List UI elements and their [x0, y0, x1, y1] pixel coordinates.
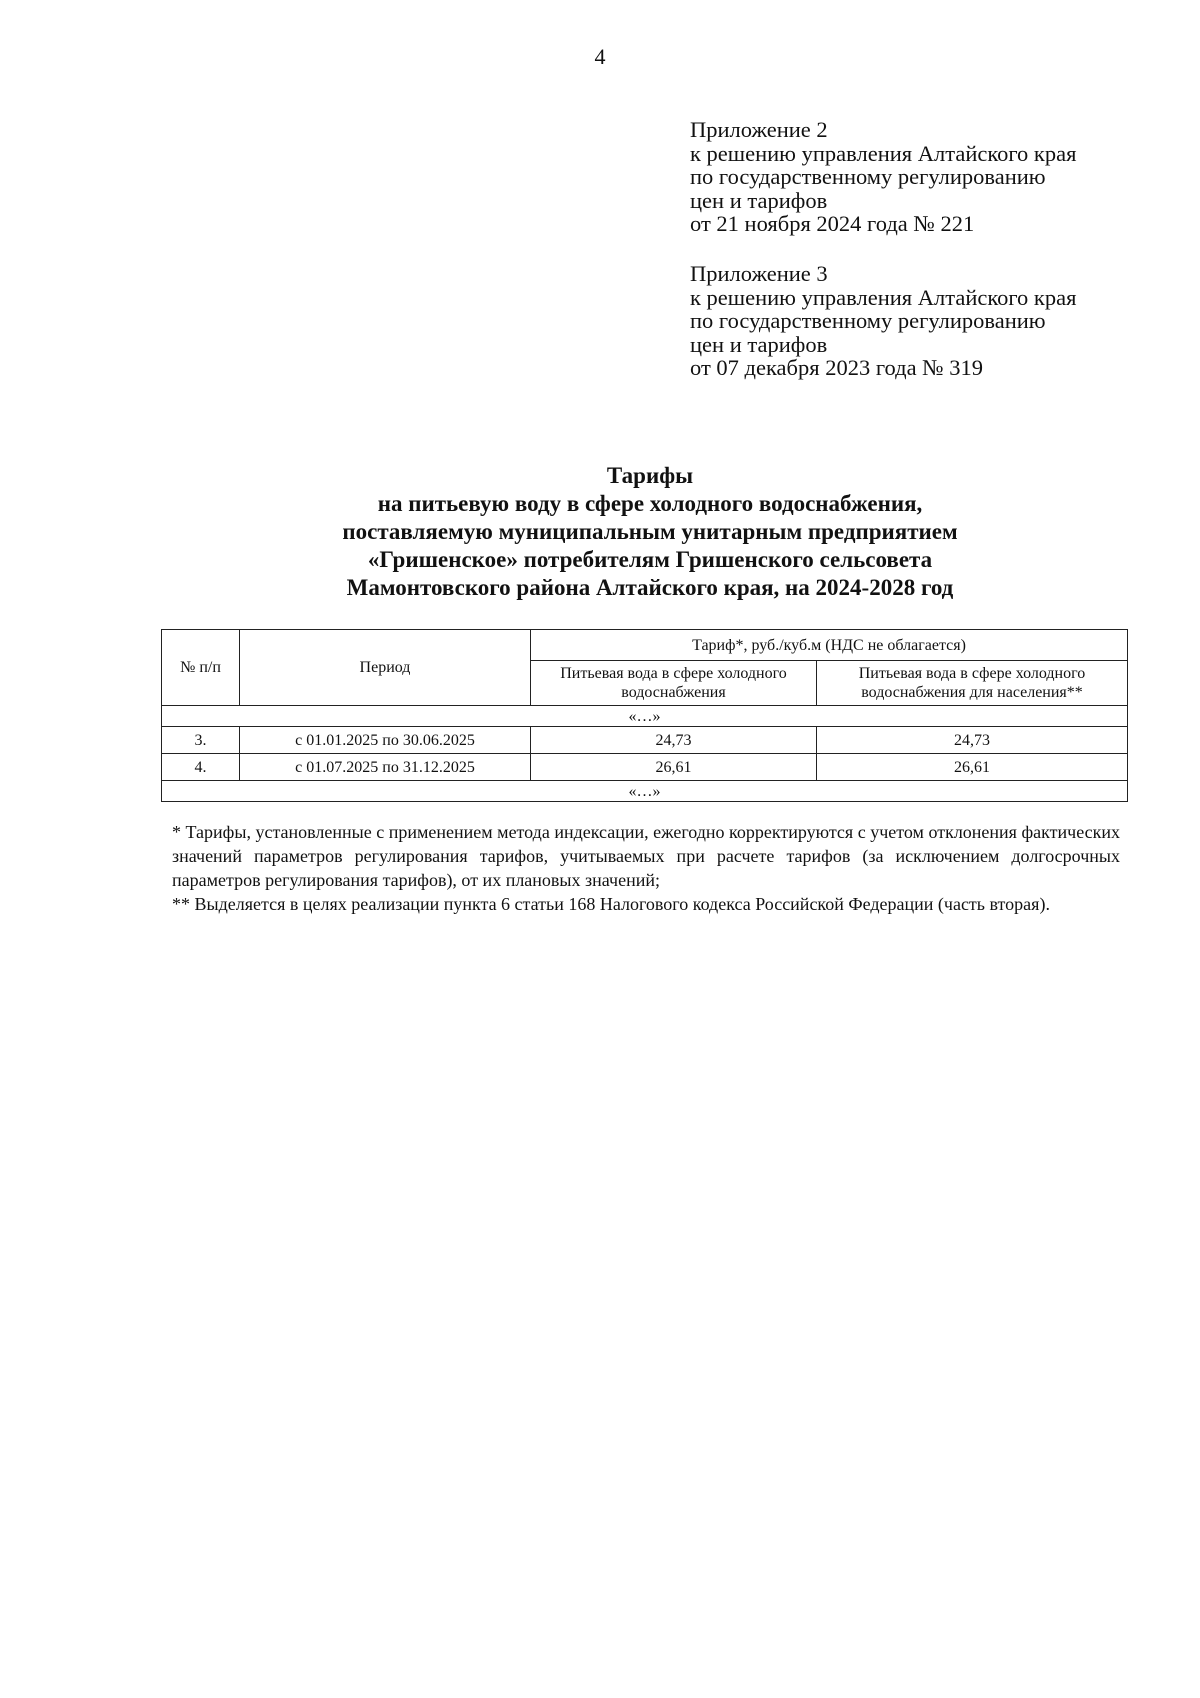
table-ellipsis-row [162, 706, 1128, 727]
tariff-table [161, 629, 1128, 802]
period-cell: с 01.07.2025 по 31.12.2025 [240, 754, 531, 781]
ellipsis-cell: «…» [162, 706, 1128, 727]
footnotes [172, 820, 1120, 916]
row-number-cell: 3. [162, 727, 240, 754]
appendix-3-line: цен и тарифов [690, 331, 828, 357]
footnote-1: * Тарифы, установленные с применением метода индексации, ежегодно корректируются с учетом отклонения фактических значений параметров регулирования тарифов, учитываемых при расчете тарифов (за исключением долгосрочных параметров регулирования тарифов), от их плановых значений; [172, 822, 1120, 890]
appendix-2-line: от 21 ноября 2024 года № 221 [690, 211, 975, 236]
title-line: Тарифы [606, 463, 694, 488]
appendix-2-line: к решению управления Алтайского края [690, 140, 1077, 166]
tariff-population-cell: 24,73 [817, 727, 1128, 754]
appendix-2-line: Приложение 2 [690, 117, 828, 142]
table-ellipsis-row [162, 781, 1128, 802]
tariff-population-cell: 26,61 [817, 754, 1128, 781]
appendix-3-header [690, 262, 1076, 380]
row-number-cell: 4. [162, 754, 240, 781]
appendix-3-line: к решению управления Алтайского края [690, 284, 1077, 310]
title-line: «Гришенское» потребителям Гришенского сельсовета [367, 547, 933, 572]
appendix-2-header [690, 118, 1076, 236]
document-title [0, 462, 1200, 602]
table-row [162, 727, 1128, 754]
appendix-2-line: по государственному регулированию [690, 164, 1046, 189]
footnote-2: ** Выделяется в целях реализации пункта 6 статьи 168 Налогового кодекса Российской Федерации (часть вторая). [172, 894, 1050, 914]
tariff-cell: 24,73 [531, 727, 817, 754]
page-number: 4 [594, 44, 606, 69]
column-header-drinking-water-population: Питьевая вода в сфере холодного водоснабжения для населения** [817, 661, 1128, 706]
period-cell: с 01.01.2025 по 30.06.2025 [240, 727, 531, 754]
column-header-tariff-group: Тариф*, руб./куб.м (НДС не облагается) [531, 630, 1128, 661]
ellipsis-cell: «…» [162, 781, 1128, 802]
table-row [162, 754, 1128, 781]
appendix-3-line: по государственному регулированию [690, 308, 1046, 333]
appendix-3-line: Приложение 3 [690, 261, 828, 286]
column-header-number: № п/п [162, 630, 240, 706]
title-line: на питьевую воду в сфере холодного водоснабжения, [377, 491, 923, 516]
table-header-row [162, 630, 1128, 661]
column-header-drinking-water: Питьевая вода в сфере холодного водоснабжения [531, 661, 817, 706]
title-line: поставляемую муниципальным унитарным предприятием [342, 519, 958, 544]
tariff-cell: 26,61 [531, 754, 817, 781]
appendix-2-line: цен и тарифов [690, 187, 828, 213]
appendix-3-line: от 07 декабря 2023 года № 319 [690, 355, 984, 380]
title-line: Мамонтовского района Алтайского края, на 2024-2028 год [346, 575, 954, 600]
column-header-period: Период [240, 630, 531, 706]
